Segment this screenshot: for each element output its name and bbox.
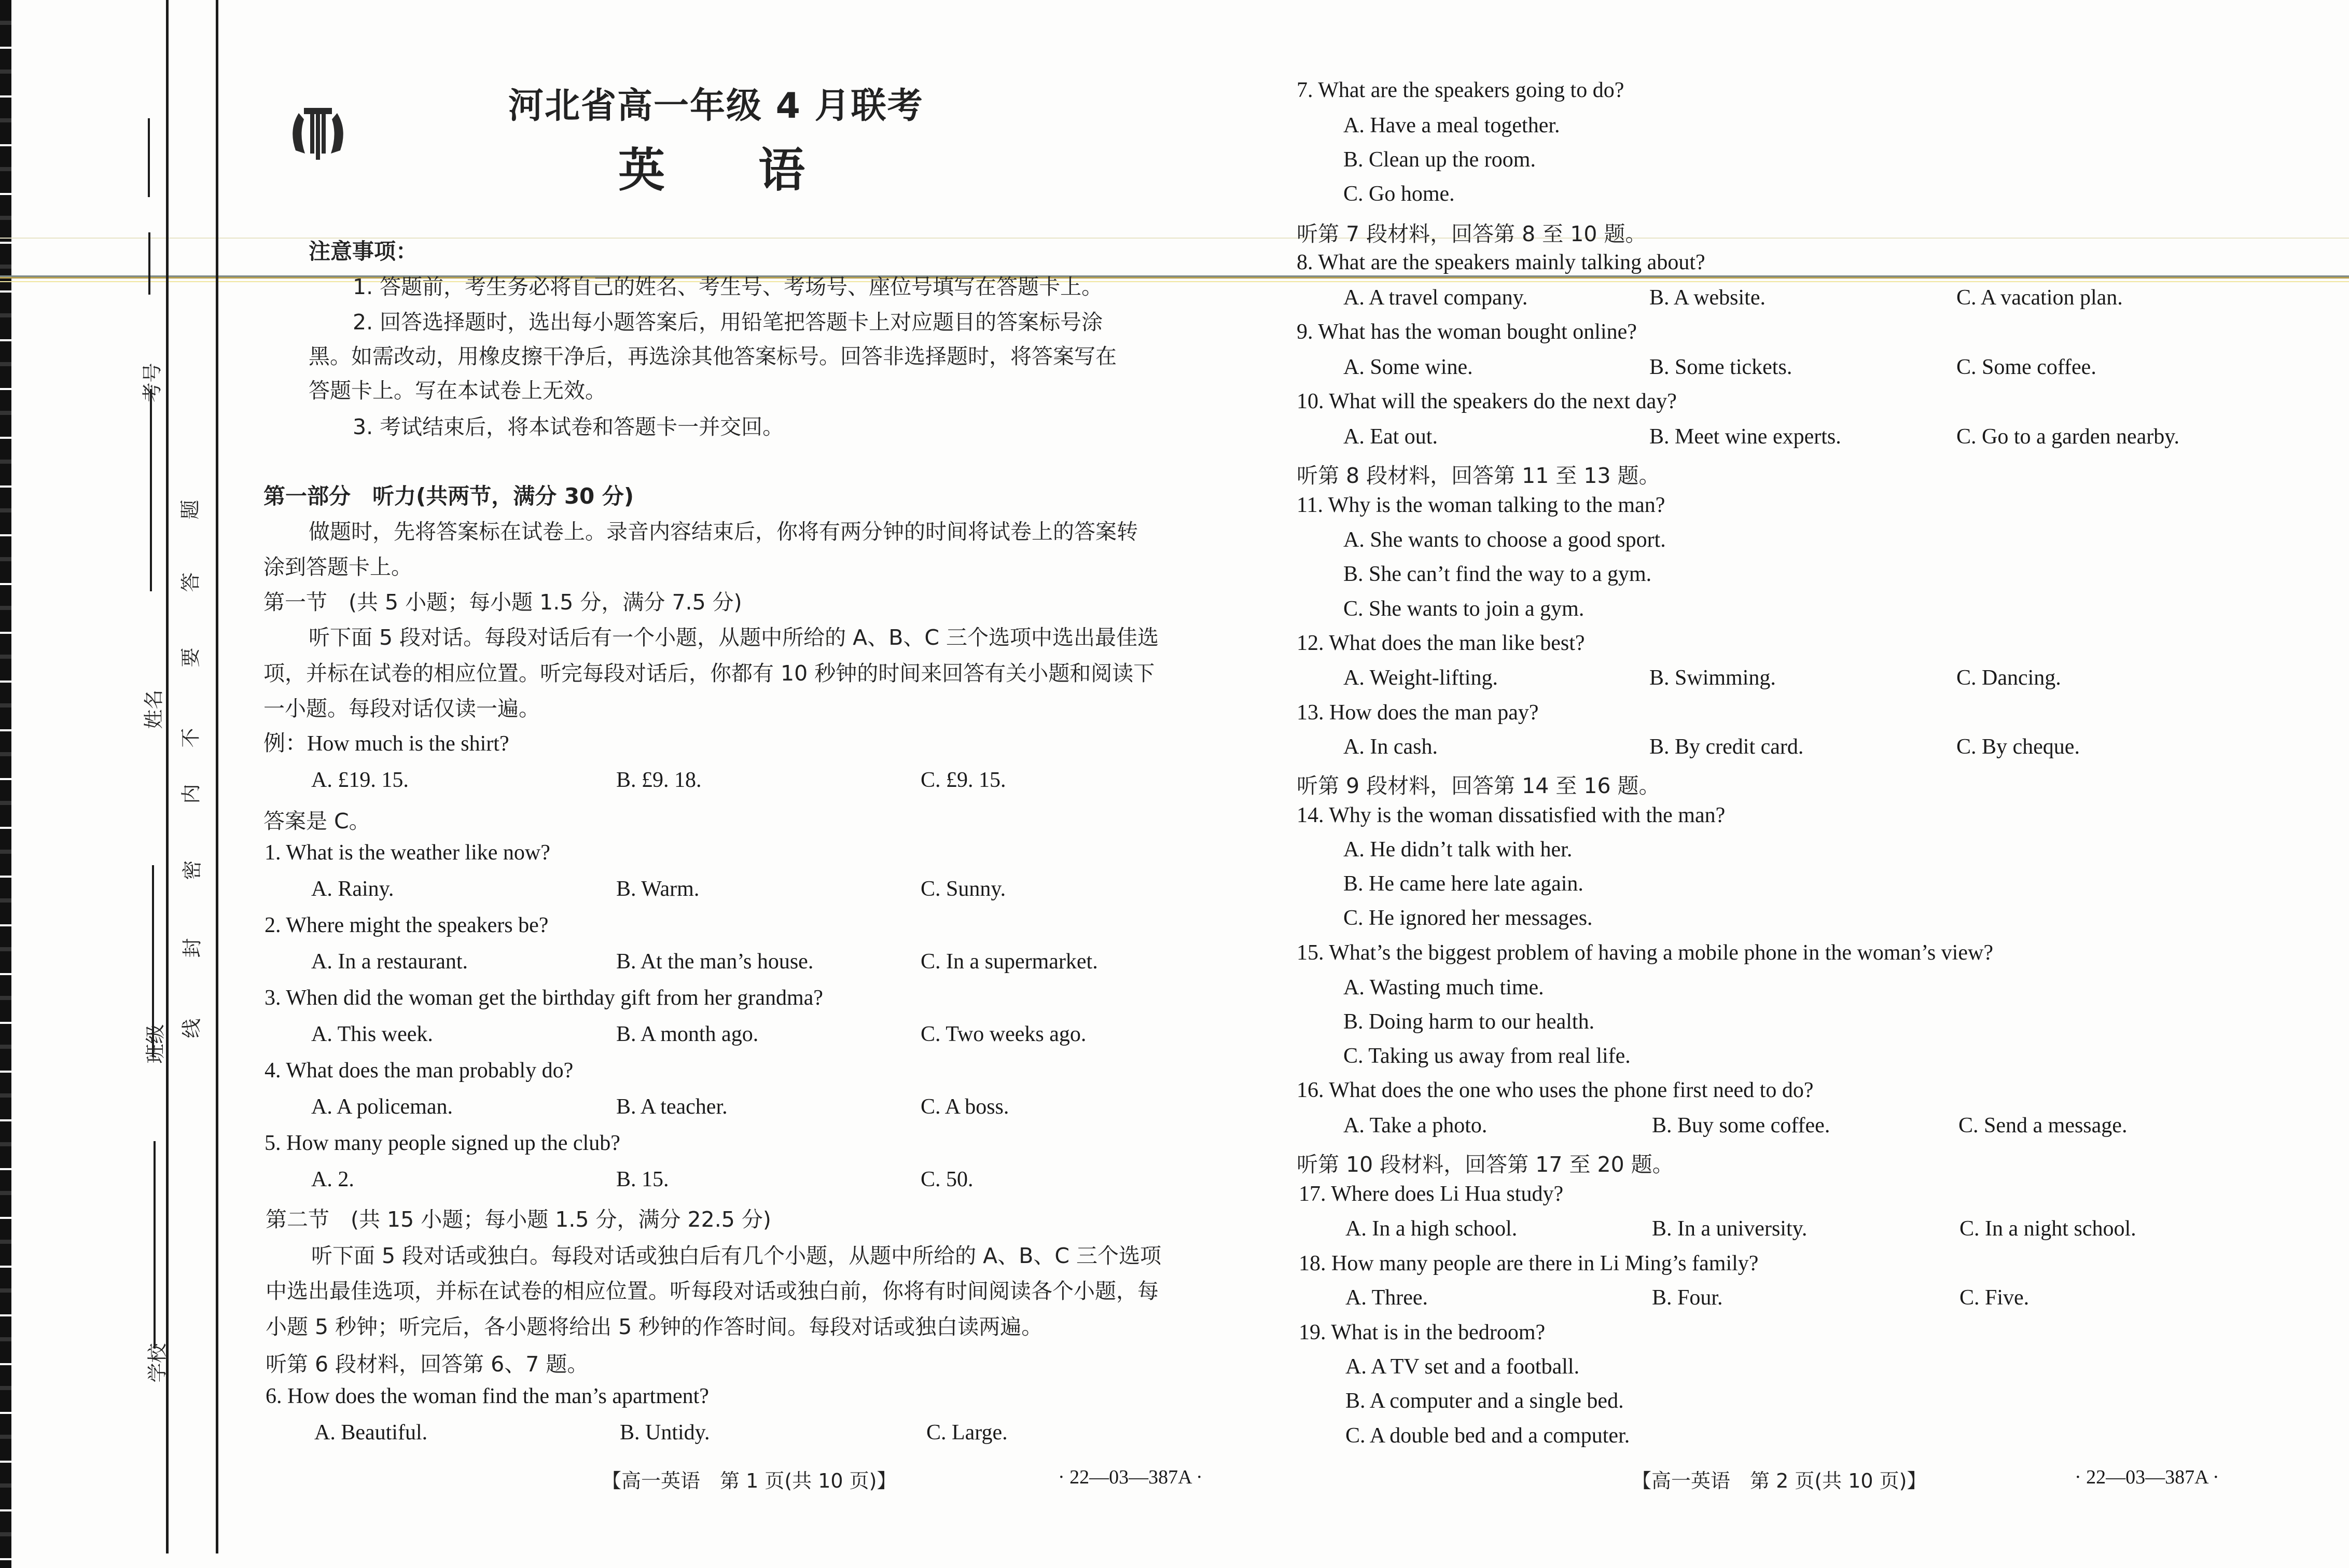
scan-torn-edge (0, 0, 11, 1568)
example-option-a: A. £19. 15. (311, 768, 409, 792)
page1-code: · 22—03—387A · (1058, 1466, 1203, 1488)
q13-option-c: C. By cheque. (1956, 735, 2080, 759)
question-9: 9. What has the woman bought online? (1297, 320, 1637, 344)
q9-option-a: A. Some wine. (1343, 355, 1473, 379)
seal-char: 密 (180, 860, 204, 880)
question-13: 13. How does the man pay? (1297, 701, 1539, 725)
notice-item: 答题卡上。写在本试卷上无效。 (309, 378, 606, 403)
question-2: 2. Where might the speakers be? (265, 913, 549, 937)
q6-option-a: A. Beautiful. (314, 1421, 428, 1445)
q12-option-c: C. Dancing. (1956, 666, 2061, 690)
field-label-class: 班级 (144, 1024, 167, 1064)
q5-option-c: C. 50. (921, 1168, 974, 1191)
question-4: 4. What does the man probably do? (265, 1059, 574, 1083)
question-18: 18. How many people are there in Li Ming’s family? (1299, 1252, 1759, 1275)
question-8: 8. What are the speakers mainly talking about? (1297, 251, 1705, 274)
q1-option-b: B. Warm. (616, 877, 700, 901)
q9-option-c: C. Some coffee. (1956, 355, 2096, 379)
material-header-9: 听第 9 段材料，回答第 14 至 16 题。 (1297, 773, 1660, 798)
seal-char: 封 (180, 938, 204, 958)
q14-option-c: C. He ignored her messages. (1343, 906, 1593, 930)
notice-item: 1. 答题前，考生务必将自己的姓名、考生号、考场号、座位号填写在答题卡上。 (353, 274, 1103, 299)
q18-option-b: B. Four. (1652, 1286, 1723, 1310)
q12-option-a: A. Weight-lifting. (1343, 666, 1498, 690)
notice-item: 3. 考试结束后，将本试卷和答题卡一并交回。 (353, 414, 784, 439)
q6-option-c: C. Large. (926, 1421, 1008, 1445)
field-label-exam-number: 考号 (141, 363, 164, 403)
q5-option-a: A. 2. (311, 1168, 354, 1191)
notice-item: 2. 回答选择题时，选出每小题答案后，用铅笔把答题卡上对应题目的答案标号涂 (353, 310, 1103, 335)
q18-option-c: C. Five. (1959, 1286, 2030, 1310)
q13-option-b: B. By credit card. (1649, 735, 1804, 759)
exam-number-line (148, 118, 150, 197)
question-12: 12. What does the man like best? (1297, 631, 1585, 655)
q4-option-a: A. A policeman. (311, 1095, 453, 1119)
seal-char: 不 (179, 728, 202, 748)
q2-option-a: A. In a restaurant. (311, 950, 468, 974)
q7-option-c: C. Go home. (1343, 182, 1455, 206)
section2-instructions: 中选出最佳选项，并标在试卷的相应位置。听每段对话或独白前，你将有时间阅读各个小题，每 (266, 1279, 1159, 1303)
q4-option-b: B. A teacher. (616, 1095, 728, 1119)
q15-option-a: A. Wasting much time. (1343, 976, 1544, 1000)
question-19: 19. What is in the bedroom? (1299, 1321, 1546, 1344)
q7-option-b: B. Clean up the room. (1343, 148, 1536, 172)
q16-option-a: A. Take a photo. (1343, 1114, 1488, 1137)
q5-option-b: B. 15. (616, 1168, 669, 1191)
seal-line-inner (216, 0, 218, 1553)
page2-code: · 22—03—387A · (2075, 1466, 2219, 1488)
exam-title: 河北省高一年级 4 月联考 (508, 86, 924, 127)
exam-number-line-2 (148, 232, 150, 295)
example-option-b: B. £9. 18. (616, 768, 702, 792)
section2-instructions: 小题 5 秒钟；听完后，各小题将给出 5 秒钟的作答时间。每段对话或独白读两遍。 (266, 1314, 1043, 1339)
q8-option-b: B. A website. (1649, 286, 1766, 310)
section1-instructions: 一小题。每段对话仅读一遍。 (263, 696, 540, 721)
seal-char: 题 (178, 499, 202, 520)
part1-intro: 做题时，先将答案标在试卷上。录音内容结束后，你将有两分钟的时间将试卷上的答案转 (309, 519, 1138, 544)
q4-option-c: C. A boss. (921, 1095, 1009, 1119)
q1-option-a: A. Rainy. (311, 877, 394, 901)
example-option-c: C. £9. 15. (921, 768, 1006, 792)
question-11: 11. Why is the woman talking to the man? (1297, 493, 1665, 517)
page1-footer: 【高一英语 第 1 页(共 10 页)】 (602, 1469, 897, 1492)
q14-option-a: A. He didn’t talk with her. (1343, 838, 1573, 862)
field-label-school: 学校 (146, 1343, 169, 1383)
q2-option-b: B. At the man’s house. (616, 950, 814, 974)
q16-option-c: C. Send a message. (1958, 1114, 2128, 1137)
q11-option-c: C. She wants to join a gym. (1343, 597, 1584, 621)
q14-option-b: B. He came here late again. (1343, 872, 1583, 896)
question-15: 15. What’s the biggest problem of having a mobile phone in the woman’s view? (1297, 941, 1993, 965)
q9-option-b: B. Some tickets. (1649, 355, 1792, 379)
section1-instructions: 项，并标在试卷的相应位置。听完每段对话后，你都有 10 秒钟的时间来回答有关小题和阅读下 (263, 661, 1155, 686)
material-header-10: 听第 10 段材料，回答第 17 至 20 题。 (1297, 1152, 1674, 1177)
q16-option-b: B. Buy some coffee. (1652, 1114, 1830, 1137)
material-header-8: 听第 8 段材料，回答第 11 至 13 题。 (1297, 463, 1660, 488)
q19-option-b: B. A computer and a single bed. (1345, 1389, 1624, 1413)
part1-intro: 涂到答题卡上。 (263, 554, 412, 579)
q12-option-b: B. Swimming. (1649, 666, 1776, 690)
school-line (154, 1141, 156, 1349)
q18-option-a: A. Three. (1345, 1286, 1428, 1310)
q6-option-b: B. Untidy. (620, 1421, 710, 1445)
section1-heading: 第一节 (共 5 小题；每小题 1.5 分，满分 7.5 分) (263, 590, 742, 615)
q15-option-b: B. Doing harm to our health. (1343, 1010, 1595, 1034)
q3-option-c: C. Two weeks ago. (921, 1022, 1087, 1046)
page2-footer: 【高一英语 第 2 页(共 10 页)】 (1632, 1469, 1927, 1492)
field-label-name: 姓名 (142, 689, 165, 729)
q2-option-c: C. In a supermarket. (921, 950, 1098, 974)
q15-option-c: C. Taking us away from real life. (1343, 1044, 1631, 1068)
section1-instructions: 听下面 5 段对话。每段对话后有一个小题，从题中所给的 A、B、C 三个选项中选出最佳选 (309, 625, 1159, 650)
material-header-7: 听第 7 段材料，回答第 8 至 10 题。 (1297, 221, 1647, 246)
q17-option-a: A. In a high school. (1345, 1217, 1518, 1241)
q7-option-a: A. Have a meal together. (1343, 114, 1560, 137)
question-1: 1. What is the weather like now? (265, 841, 550, 865)
question-7: 7. What are the speakers going to do? (1297, 78, 1624, 102)
q10-option-a: A. Eat out. (1343, 425, 1438, 449)
q10-option-c: C. Go to a garden nearby. (1956, 425, 2179, 449)
seal-char: 要 (179, 647, 202, 668)
part1-heading: 第一部分 听力(共两节，满分 30 分) (263, 483, 634, 509)
q11-option-b: B. She can’t find the way to a gym. (1343, 562, 1652, 586)
q17-option-b: B. In a university. (1652, 1217, 1808, 1241)
q10-option-b: B. Meet wine experts. (1649, 425, 1841, 449)
question-10: 10. What will the speakers do the next day? (1297, 390, 1677, 413)
section2-instructions: 听下面 5 段对话或独白。每段对话或独白后有几个小题，从题中所给的 A、B、C 三个选项 (311, 1243, 1162, 1268)
question-16: 16. What does the one who uses the phone first need to do? (1297, 1078, 1814, 1102)
q1-option-c: C. Sunny. (921, 877, 1006, 901)
seal-line-outer (166, 0, 169, 1553)
q11-option-a: A. She wants to choose a good sport. (1343, 528, 1666, 552)
q13-option-a: A. In cash. (1343, 735, 1438, 759)
example-answer: 答案是 C。 (263, 809, 370, 834)
section2-heading: 第二节 (共 15 小题；每小题 1.5 分，满分 22.5 分) (266, 1207, 771, 1232)
seal-char: 内 (179, 784, 203, 804)
seal-char: 答 (179, 572, 202, 592)
question-3: 3. When did the woman get the birthday gift from her grandma? (265, 986, 823, 1010)
name-line (150, 389, 152, 591)
example-question: 例：How much is the shirt? (263, 732, 509, 756)
seal-char: 线 (180, 1018, 203, 1038)
q19-option-a: A. A TV set and a football. (1345, 1355, 1580, 1379)
q17-option-c: C. In a night school. (1959, 1217, 2136, 1241)
notice-heading: 注意事项： (309, 239, 418, 264)
question-6: 6. How does the woman find the man’s apartment? (266, 1384, 709, 1408)
exam-logo-icon (284, 99, 352, 166)
subject-title: 英 语 (618, 143, 805, 198)
question-5: 5. How many people signed up the club? (265, 1131, 620, 1155)
q3-option-a: A. This week. (311, 1022, 433, 1046)
material-header-6: 听第 6 段材料，回答第 6、7 题。 (266, 1352, 589, 1377)
question-17: 17. Where does Li Hua study? (1299, 1182, 1564, 1206)
q19-option-c: C. A double bed and a computer. (1345, 1424, 1630, 1448)
q8-option-a: A. A travel company. (1343, 286, 1528, 310)
q3-option-b: B. A month ago. (616, 1022, 759, 1046)
q8-option-c: C. A vacation plan. (1956, 286, 2123, 310)
question-14: 14. Why is the woman dissatisfied with the man? (1297, 803, 1726, 827)
notice-item: 黑。如需改动，用橡皮擦干净后，再选涂其他答案标号。回答非选择题时，将答案写在 (309, 344, 1117, 369)
